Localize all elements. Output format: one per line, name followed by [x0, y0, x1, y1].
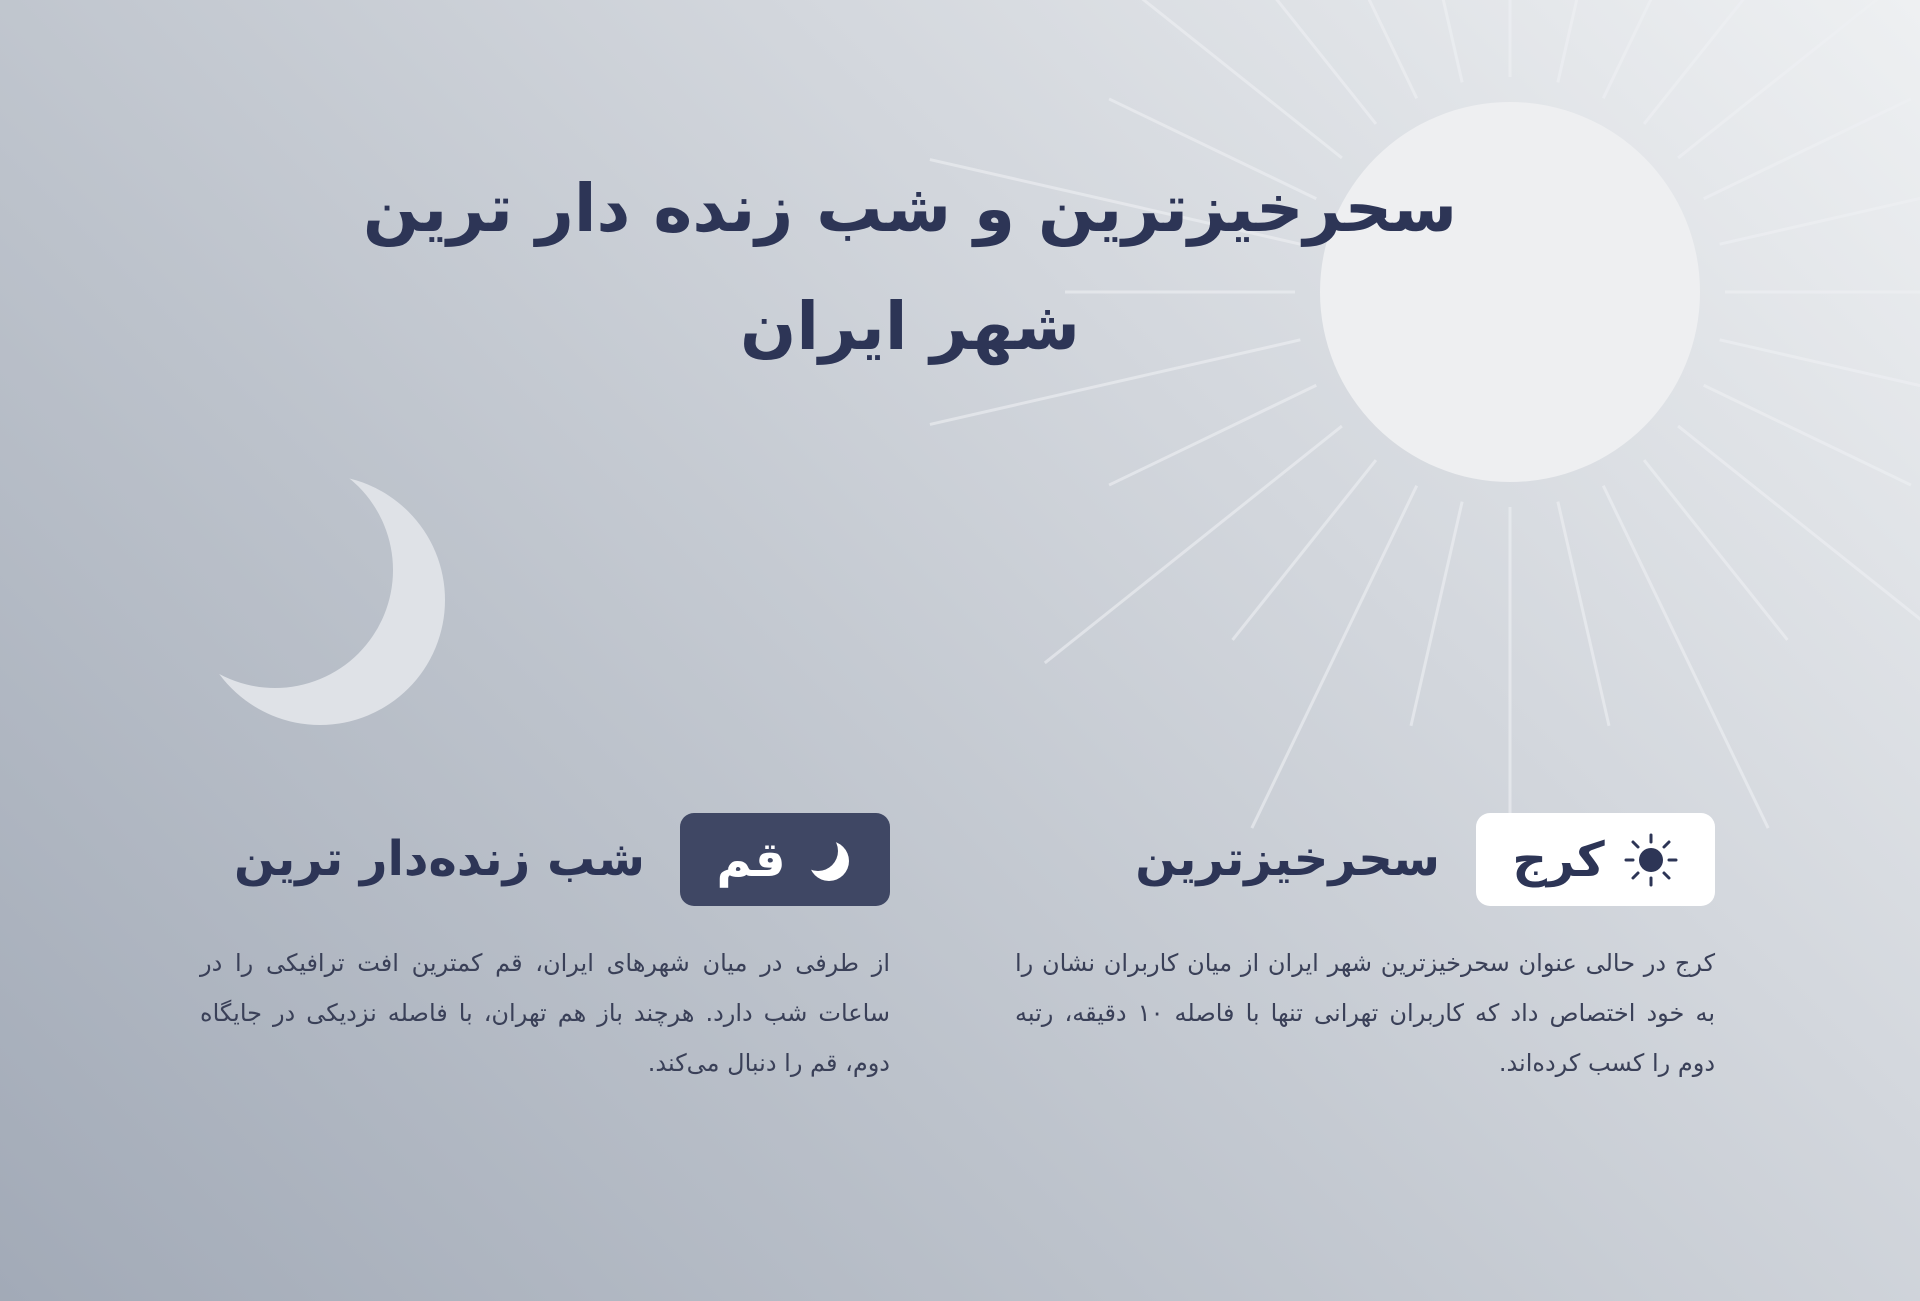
sun-ray [1252, 486, 1417, 828]
sun-ray [1411, 0, 1462, 82]
sun-ray [1720, 160, 1920, 245]
city-name: کرج [1512, 831, 1605, 888]
card-description: از طرفی در میان شهرهای ایران، قم کمترین افت ترافیکی را در ساعات شب دارد. هرچند باز هم تهران، با فاصله نزدیکی در جایگاه دوم، قم را دنبال می‌کند. [200, 949, 890, 1077]
title-line-2: شهر ایران [740, 288, 1080, 365]
sun-ray [1558, 502, 1609, 726]
sun-ray [1252, 0, 1417, 98]
sun-ray [1678, 0, 1920, 158]
city-badge-karaj [1476, 813, 1715, 906]
sun-ray [1603, 486, 1768, 828]
title-line-1: سحرخیزترین و شب زنده دار ترین [362, 170, 1458, 247]
city-name: قم [716, 831, 786, 888]
sun-ray [1233, 0, 1376, 124]
city-badge-qom [680, 813, 890, 906]
sun-ray [1720, 340, 1920, 425]
sun-ray [1411, 502, 1462, 726]
card-description: کرج در حالی عنوان سحرخیزترین شهر ایران از میان کاربران نشان را به خود اختصاص داد که کاربران تهرانی تنها با فاصله ۱۰ دقیقه، رتبه دوم را کسب کرده‌اند. [1015, 949, 1716, 1077]
moon-illustration [195, 475, 445, 725]
sun-ray [1644, 0, 1787, 124]
card-heading: سحرخیزترین [1135, 831, 1440, 887]
sun-icon [1623, 832, 1679, 888]
sun-ray [1603, 0, 1768, 98]
sun-ray [1045, 426, 1342, 663]
card-heading: شب زنده‌دار ترین [234, 831, 645, 887]
sun-ray [1678, 426, 1920, 663]
moon-icon [804, 835, 854, 885]
sun-ray [1558, 0, 1609, 82]
page-title [300, 150, 1520, 386]
